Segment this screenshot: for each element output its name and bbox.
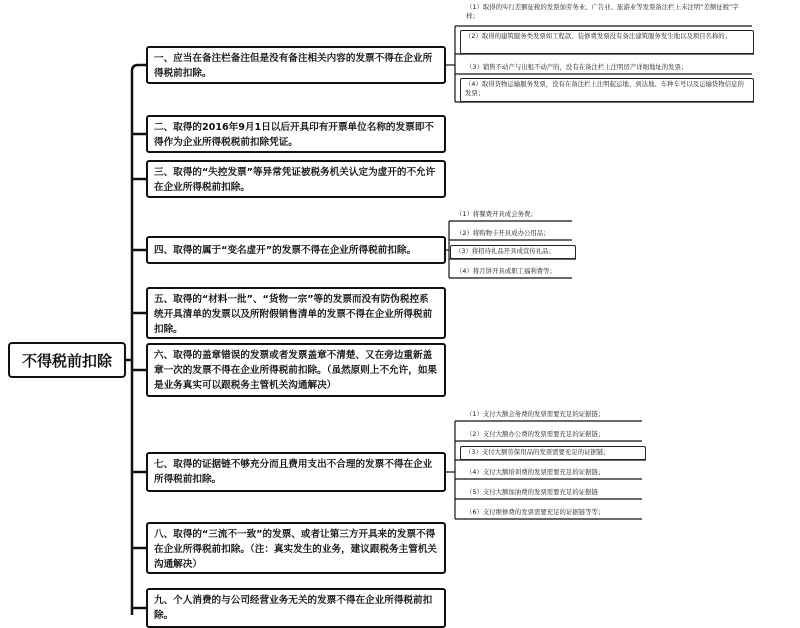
- root-label: 不得税前扣除: [21, 351, 112, 370]
- branch-text: 二、取得的2016年9月1日以后开具印有开票单位名称的发票即不得作为企业所得税税前扣除凭证。: [154, 122, 434, 148]
- branch-text: 八、取得的“三流不一致”的发票、或者让第三方开具来的发票不得在企业所得税前扣除。（注：真实发生的业务，建议跟税务主管机关沟通解决）: [154, 529, 438, 570]
- branch-node-7: [146, 452, 446, 492]
- branch-text: 一、应当在备注栏备注但是没有备注相关内容的发票不得在企业所得税前扣除。: [154, 53, 433, 79]
- branch-node-1: [146, 46, 446, 84]
- sub-item: （2）支付大额办公费的发票需要充足的证据链；: [466, 430, 605, 438]
- branch-node-6: [146, 343, 446, 397]
- branch-node-8: [146, 522, 446, 574]
- branch-node-3: [146, 160, 446, 198]
- branch-text: 六、取得的盖章错误的发票或者发票盖章不清楚、又在旁边重新盖章一次的发票不得在企业所得税前扣除。（虽然原则上不允许，如果是业务真实可以跟税务主管机关沟通解决）: [154, 350, 438, 391]
- sub-item: （2）取得的建筑服务类发票如工程款、装修费发票没有备注建筑服务发生地以及项目名称的；: [460, 30, 754, 54]
- branch-node-9: [146, 588, 446, 628]
- sub-item: （1）支付大额会务费的发票需要充足的证据链；: [466, 410, 605, 418]
- sub-item: （4）将月饼开具成职工福利费等；: [456, 267, 556, 275]
- sub-item: （2）将购物卡开具成办公用品；: [456, 229, 550, 237]
- sub-item: （3）将招待礼品开具成宣传礼品；: [450, 245, 576, 259]
- branch-text: 三、取得的“失控发票”等异常凭证被税务机关认定为虚开的不允许在企业所得税前扣除。: [154, 167, 436, 193]
- sub-item: （3）支付大额劳保用品的发票需要充足的证据链；: [460, 446, 646, 460]
- branch-text: 七、取得的证据链不够充分而且费用支出不合理的发票不得在企业所得税前扣除。: [154, 459, 433, 485]
- branch-text: 四、取得的属于“变名虚开”的发票不得在企业所得税前扣除。: [154, 245, 417, 256]
- sub-item: （6）支付维修费的发票需要充足的证据链等等；: [466, 508, 605, 516]
- sub-item: （1）将餐费开具成会务费；: [456, 210, 537, 218]
- sub-item: （1）取得的实行差额征税的发票加劳务业、广告业、旅游业等发票备注栏上未注明“差额征税”字样；: [466, 3, 739, 20]
- branch-text: 九、个人消费的与公司经营业务无关的发票不得在企业所得税前扣除。: [154, 595, 433, 621]
- branch-node-5: [146, 287, 446, 339]
- sub-item: （3）销售不动产与出租不动产的，没有在备注栏上注明房产详细地址的发票；: [466, 63, 688, 71]
- branch-node-2: [146, 115, 446, 153]
- sub-item: （4）支付大额培训费的发票需要充足的证据链；: [466, 468, 605, 476]
- branch-text: 五、取得的“材料一批”、“货物一宗”等的发票而没有防伪税控系统开具清单的发票以及所附假销售清单的发票不得在企业所得税前扣除。: [154, 294, 433, 335]
- branch-node-4: [146, 236, 446, 264]
- sub-item: （5）支付大额加油费的发票需要充足的证据链: [466, 488, 598, 496]
- sub-item: （4）取得货物运输服务发票，没有在备注栏上注明起运地、到达地、车种车号以及运输货物信息的发票；: [460, 78, 754, 102]
- root-node: [8, 342, 126, 378]
